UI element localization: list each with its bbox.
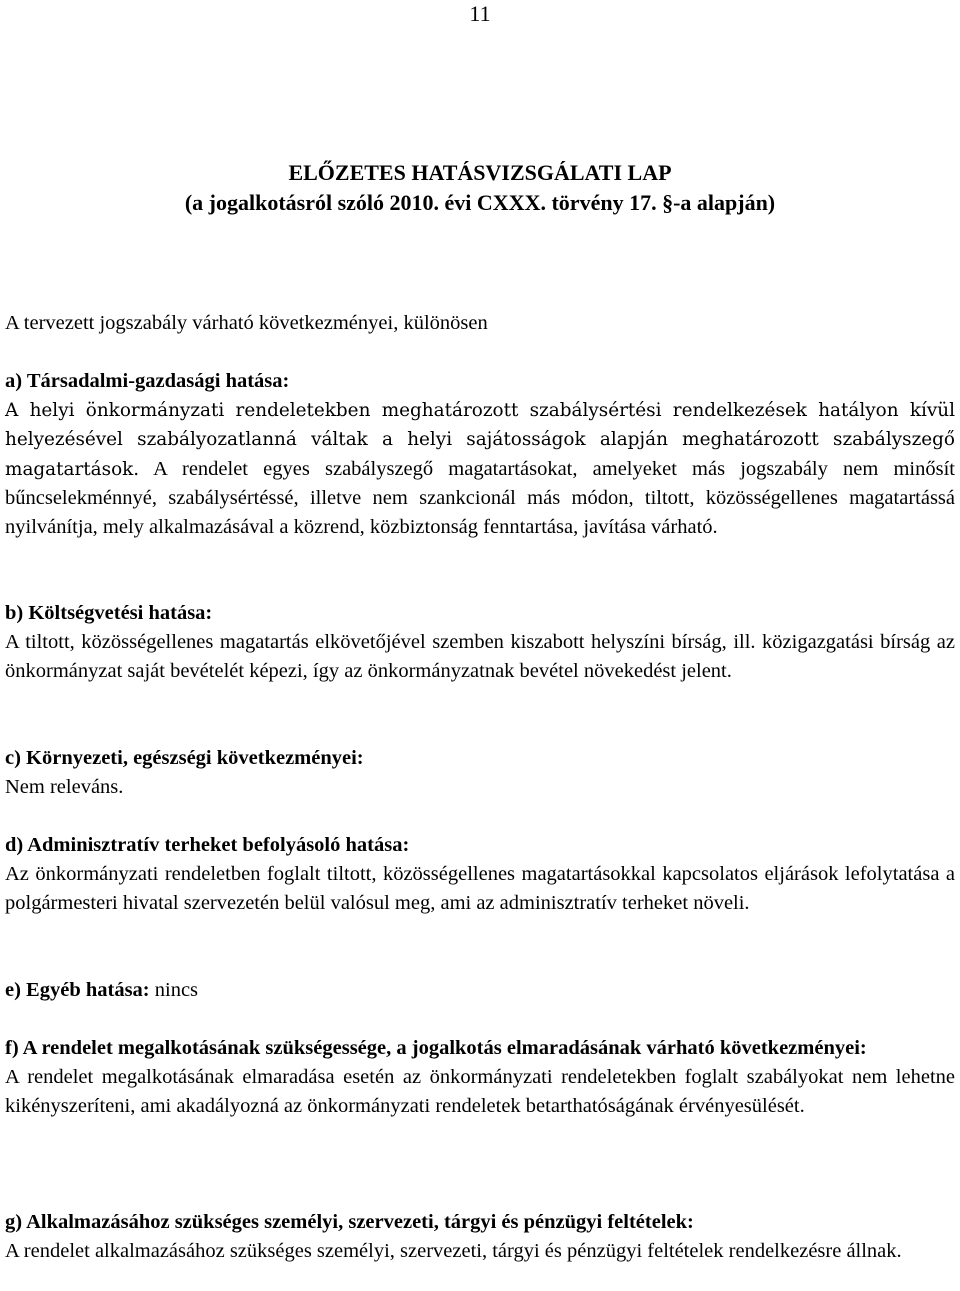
section-f-text: A rendelet megalkotásának elmaradása esetén az önkormányzati rendeletekben foglalt szabályokat nem lehetne kikényszeríteni, ami akadályozná az önkormányzati rendeletek betarthatóságának érvényesülését. [5, 1066, 955, 1118]
section-a-text-2: A rendelet egyes szabályszegő magatartásokat, amelyeket más jogszabály nem minősít bűncselekménnyé, szabálysértéssé, illetve nem szankcionál más módon, tiltott, közösségellenes magatartássá nyilvánítja, mely alkalmazásával a közrend, közbiztonság fenntartása, javítása várható. [5, 457, 955, 539]
title-line-2: (a jogalkotásról szóló 2010. évi CXXX. törvény 17. §-a alapján) [184, 190, 776, 215]
section-e-heading: e) Egyéb hatása: [5, 979, 150, 1001]
intro-paragraph [5, 309, 955, 338]
section-d [5, 831, 955, 919]
section-g [5, 1208, 955, 1266]
section-g-heading: g) Alkalmazásához szükséges személyi, szervezeti, tárgyi és pénzügyi feltételek: [5, 1211, 694, 1233]
section-b-text: A tiltott, közösségellenes magatartás elkövetőjével szemben kiszabott helyszíni bírság, ill. közigazgatási bírság az önkormányzat saját bevételét képezi, így az önkormányzatnak bevétel növekedést jelent. [5, 631, 955, 683]
section-b-heading: b) Költségvetési hatása: [5, 602, 213, 624]
intro-text: A tervezett jogszabály várható következményei, különösen [5, 312, 488, 334]
title-line-1: ELŐZETES HATÁSVIZSGÁLATI LAP [288, 160, 672, 185]
section-c-heading: c) Környezeti, egészségi következményei: [5, 747, 364, 769]
section-a-heading: a) Társadalmi-gazdasági hatása: [5, 370, 290, 392]
section-b [5, 599, 955, 687]
section-d-heading: d) Adminisztratív terheket befolyásoló hatása: [5, 834, 410, 856]
section-c-text: Nem releváns. [5, 776, 124, 799]
section-a-body [5, 396, 955, 542]
section-f-heading: f) A rendelet megalkotásának szükségessége, a jogalkotás elmaradásának várható következményei: [5, 1037, 867, 1059]
section-e [5, 976, 955, 1005]
section-c [5, 744, 955, 802]
section-e-line [5, 976, 955, 1005]
section-a-text-1: A helyi önkormányzati rendeletekben meghatározott szabálysértési rendelkezések hatályon kívül helyezésével szabályozatlanná váltak a helyi sajátosságok alapján meghatározott szabályszegő magatartások. [5, 400, 955, 480]
document-title [0, 158, 960, 218]
section-a [5, 367, 955, 542]
section-g-text: A rendelet alkalmazásához szükséges személyi, szervezeti, tárgyi és pénzügyi feltételek rendelkezésre állnak. [5, 1240, 902, 1263]
section-d-text: Az önkormányzati rendeletben foglalt tiltott, közösségellenes magatartásokkal kapcsolatos eljárások lefolytatása a polgármesteri hivatal szervezetén belül valósul meg, ami az adminisztratív terheket növeli. [5, 863, 955, 915]
page-number: 11 [469, 1, 491, 26]
section-e-text: nincs [149, 979, 199, 1001]
section-f [5, 1034, 955, 1122]
